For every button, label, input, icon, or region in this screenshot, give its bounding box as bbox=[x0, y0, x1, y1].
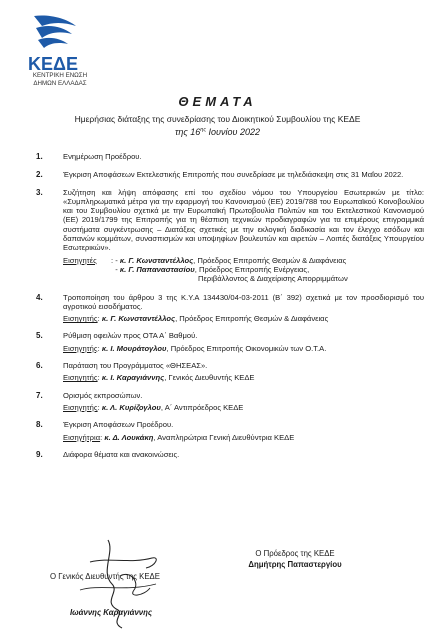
speaker-role: , Πρόεδρος Επιτροπής Θεσμών & Διαφάνειας bbox=[193, 255, 347, 265]
item-number: 1. bbox=[36, 152, 43, 161]
speaker-label: Εισηγητής bbox=[63, 402, 98, 412]
handwritten-signature bbox=[60, 532, 210, 632]
speaker-label: Εισηγητής bbox=[63, 373, 98, 383]
speaker-name: κ. Ι. Μουράτογλου bbox=[101, 343, 167, 353]
item-number: 2. bbox=[36, 170, 43, 180]
meeting-date: της $16^{\eta\varsigma}$ Ιουνίου 2022 bbox=[175, 127, 260, 137]
speaker-name: κ. Γ. Παπαναστασίου bbox=[119, 264, 195, 274]
agenda-item bbox=[36, 420, 424, 442]
speaker-role: , Πρόεδρος Επιτροπής Ενέργειας, bbox=[194, 264, 310, 274]
agenda-item bbox=[36, 188, 424, 284]
agenda-item bbox=[36, 152, 424, 161]
speaker-name: κ. Δ. Λουκάκη bbox=[104, 432, 154, 442]
item-text: Έγκριση Αποφάσεων Εκτελεστικής Επιτροπής που συνεδρίασε με τηλεδιάσκεψη στις 31 Μαΐου 2022. bbox=[63, 170, 404, 180]
speaker-role: , Πρόεδρος Επιτροπής Θεσμών & Διαφάνειας bbox=[175, 314, 329, 324]
agenda-item bbox=[36, 391, 424, 413]
speakers: Εισηγητές : - κ. Γ. Κωνσταντέλλος, Πρόεδρος Επιτροπής Θεσμών & Διαφάνειας - κ. Γ. Παπαναστασίου, Πρόεδρος Επιτροπής Ενέργειας, Περιβάλλοντος & Διαχείρισης Απορριμμάτων bbox=[63, 256, 424, 284]
item-text: Συζήτηση και λήψη απόφασης επί του σχεδίου νόμου του Υπουργείου Εσωτερικών με τίτλο: «Συμπληρωματικά μέτρα για την εφαρμογή του Κανονισμού (ΕΕ) 2019/788 του Ευρωπαϊκού Κοινοβουλίου και του Συμβουλίου σχετικά με την Ευρωπαϊκή Πρωτοβουλία Πολιτών και του Εκτελεστικού Κανονισμού (ΕΕ) 2019/1799 της Επιτροπής για τη θέσπιση τεχνικών προδιαγραφών για τα επιμέρους επιγραμμικά συστήματα συγκέντρωσης – Διατάξεις σχετικές με την εκλογική διαδικασία και τον έλεγχο εσόδων και δαπανών κομμάτων, συνασπισμών και υποψηφίων βουλευτών και αιρετών – Λοιπές διατάξεις Υπουργείου Εσωτερικών». bbox=[63, 187, 424, 253]
speaker-role-continued: Περιβάλλοντος & Διαχείρισης Απορριμμάτων bbox=[198, 274, 348, 284]
item-number: 4. bbox=[36, 292, 43, 302]
item-text: Παράταση του Προγράμματος «ΘΗΣΕΑΣ». bbox=[63, 361, 208, 371]
speaker-role: , Α΄ Αντιπρόεδρος ΚΕΔΕ bbox=[160, 402, 244, 412]
logo-wordmark: ΚΕΔΕ bbox=[28, 54, 78, 74]
document-title: ΘΕΜΑΤΑ bbox=[178, 94, 257, 109]
speaker: Εισηγητής: κ. Λ. Κυρίζογλου, Α΄ Αντιπρόεδρος ΚΕΔΕ bbox=[63, 402, 244, 412]
document-subtitle: Ημερήσιας διάταξης της συνεδρίασης του Διοικητικού Συμβουλίου της ΚΕΔΕ bbox=[74, 114, 361, 124]
org-line-2: ΔΗΜΩΝ ΕΛΛΑΔΑΣ bbox=[33, 80, 87, 87]
speaker: Εισηγητής: κ. Γ. Κωνσταντέλλος, Πρόεδρος Επιτροπής Θεσμών & Διαφάνειας bbox=[63, 314, 329, 324]
speaker-name: κ. Γ. Κωνσταντέλλος bbox=[101, 314, 176, 324]
speaker-label: Εισηγητής bbox=[63, 314, 98, 324]
agenda-item bbox=[36, 361, 424, 383]
speaker-name: κ. Γ. Κωνσταντέλλος bbox=[119, 255, 194, 265]
speaker-name: κ. Λ. Κυρίζογλου bbox=[101, 402, 161, 412]
item-number: 5. bbox=[36, 331, 43, 341]
general-manager-title: Ο Γενικός Διευθυντής της ΚΕΔΕ bbox=[50, 572, 160, 581]
general-manager-name: Ιωάννης Καραγιάννης bbox=[70, 608, 153, 617]
speaker: Εισηγήτρια: κ. Δ. Λουκάκη, Αναπληρώτρια Γενική Διευθύντρια ΚΕΔΕ bbox=[63, 432, 295, 442]
agenda-item bbox=[36, 170, 424, 179]
agenda-item bbox=[36, 331, 424, 353]
agenda-list bbox=[36, 152, 424, 459]
speaker-label: Εισηγητής bbox=[63, 343, 98, 353]
speaker-name: κ. Ι. Καραγιάννης bbox=[101, 373, 165, 383]
item-number: 8. bbox=[36, 420, 43, 430]
speaker-role: , Γενικός Διευθυντής ΚΕΔΕ bbox=[164, 373, 255, 383]
item-number: 3. bbox=[36, 187, 43, 197]
speaker: Εισηγητής: κ. Ι. Καραγιάννης, Γενικός Διευθυντής ΚΕΔΕ bbox=[63, 373, 255, 383]
item-text: Έγκριση Αποφάσεων Προέδρου. bbox=[63, 420, 174, 430]
item-text: Ορισμός εκπροσώπων. bbox=[63, 390, 143, 400]
item-number: 9. bbox=[36, 449, 43, 459]
item-text: Ρύθμιση οφειλών προς ΟΤΑ Α΄ Βαθμού. bbox=[63, 331, 198, 341]
speaker-label: Εισηγητές bbox=[63, 255, 97, 265]
org-line-1: ΚΕΝΤΡΙΚΗ ΕΝΩΣΗ bbox=[32, 72, 88, 79]
organization-name bbox=[10, 72, 110, 88]
speaker-role: , Πρόεδρος Επιτροπής Οικονομικών των Ο.Τ.Α. bbox=[166, 343, 327, 353]
president-signature-block bbox=[210, 548, 380, 570]
speaker-role: , Αναπληρώτρια Γενική Διευθύντρια ΚΕΔΕ bbox=[153, 432, 295, 442]
item-number: 6. bbox=[36, 361, 43, 371]
agenda-item bbox=[36, 450, 424, 459]
item-text: Τροποποίηση του άρθρου 3 της Κ.Υ.Α 134430/04-03-2011 (Β΄ 392) σχετικά με τον προσδιορισμό του αγροτικού εισοδήματος. bbox=[63, 292, 424, 311]
item-number: 7. bbox=[36, 390, 43, 400]
speaker-label: Εισηγήτρια bbox=[63, 432, 101, 442]
item-text: Διάφορα θέματα και ανακοινώσεις. bbox=[63, 449, 180, 459]
agenda-item bbox=[36, 293, 424, 324]
speaker: Εισηγητής: κ. Ι. Μουράτογλου, Πρόεδρος Επιτροπής Οικονομικών των Ο.Τ.Α. bbox=[63, 343, 327, 353]
item-text: Ενημέρωση Προέδρου. bbox=[63, 152, 142, 161]
president-name: Δημήτρης Παπαστεργίου bbox=[248, 560, 342, 569]
kede-logo bbox=[14, 12, 92, 74]
president-title: Ο Πρόεδρος της ΚΕΔΕ bbox=[255, 549, 335, 558]
